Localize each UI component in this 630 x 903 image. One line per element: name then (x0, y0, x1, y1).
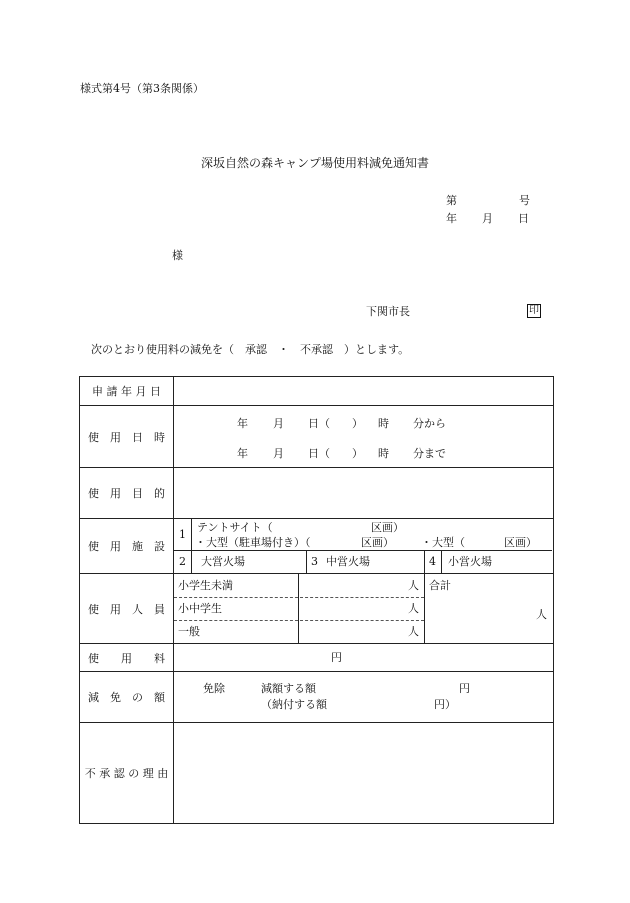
label-purpose: 使 用 目 的 (80, 468, 174, 519)
facility-option-2-number: 2 (179, 555, 186, 568)
date-year: 年 (446, 212, 457, 225)
from-minute: 分から (413, 417, 446, 430)
to-month: 月 (273, 447, 284, 460)
from-hour: 時 (378, 417, 389, 430)
intro-text: 次のとおり使用料の減免を（ 承認 ・ 不承認 ）とします。 (91, 343, 410, 356)
value-usage-datetime[interactable] (174, 406, 554, 468)
payment-amount-unit: 円） (434, 698, 456, 711)
label-fee: 使 用 料 (80, 644, 174, 672)
facility-option-4-number: 4 (429, 555, 436, 568)
tent-site-label[interactable]: テントサイト（ (197, 521, 273, 534)
value-reduction (174, 672, 554, 723)
label-reduction: 減 免 の 額 (80, 672, 174, 723)
to-hour: 時 (378, 447, 389, 460)
large-campfire-site[interactable]: 大営火場 (201, 555, 245, 568)
label-application-date: 申 請 年 月 日 (80, 377, 174, 406)
reduction-form-table (79, 376, 554, 824)
tent-site-unit: 区画） (371, 521, 404, 534)
fee-unit: 円 (331, 651, 342, 664)
value-fee[interactable] (174, 644, 554, 672)
label-reason: 不 承 認 の 理 由 (80, 723, 174, 824)
people-category-students: 小中学生 (178, 602, 222, 615)
row-usage-datetime (80, 406, 554, 468)
reduce-amount-label[interactable]: 減額する額 (261, 682, 316, 695)
label-usage-datetime: 使 用 日 時 (80, 406, 174, 468)
people-total-unit: 人 (536, 608, 547, 621)
medium-campfire-site[interactable]: 中営火場 (326, 555, 370, 568)
to-minute: 分まで (413, 447, 446, 460)
doc-number-suffix: 号 (519, 194, 530, 207)
value-people (174, 574, 554, 644)
people-unit-2: 人 (408, 602, 419, 615)
people-category-general: 一般 (178, 625, 200, 638)
row-reduction (80, 672, 554, 723)
small-campfire-site[interactable]: 小営火場 (448, 555, 492, 568)
from-day: 日（ ） (308, 417, 363, 430)
row-fee (80, 644, 554, 672)
from-month: 月 (273, 417, 284, 430)
doc-number-prefix: 第 (446, 194, 457, 207)
exempt-option[interactable]: 免除 (203, 682, 225, 695)
facility-option-3-number: 3 (311, 555, 318, 568)
value-reason[interactable] (174, 723, 554, 824)
addressee-suffix: 様 (172, 249, 183, 262)
reduce-amount-unit: 円 (459, 682, 470, 695)
label-people: 使 用 人 員 (80, 574, 174, 644)
facility-option-1-number: 1 (179, 528, 186, 541)
from-year: 年 (237, 417, 248, 430)
large-label[interactable]: ・大型（ (421, 536, 465, 549)
issuer: 下関市長 (366, 305, 410, 318)
payment-amount-label: （納付する額 (261, 698, 327, 711)
row-application-date (80, 377, 554, 406)
people-category-under-elementary: 小学生未満 (178, 579, 233, 592)
large-with-parking-label[interactable]: ・大型（駐車場付き）（ (195, 536, 311, 549)
date-day: 日 (518, 212, 529, 225)
row-facility (80, 519, 554, 574)
date-month: 月 (482, 212, 493, 225)
row-people (80, 574, 554, 644)
people-unit-1: 人 (408, 579, 419, 592)
value-facility (174, 519, 554, 574)
value-purpose[interactable] (174, 468, 554, 519)
form-number: 様式第4号（第3条関係） (80, 82, 204, 95)
to-year: 年 (237, 447, 248, 460)
seal-mark: 印 (529, 305, 539, 316)
large-unit: 区画） (504, 536, 537, 549)
row-purpose (80, 468, 554, 519)
label-facility: 使 用 施 設 (80, 519, 174, 574)
value-application-date[interactable] (174, 377, 554, 406)
people-total-label: 合計 (429, 579, 451, 592)
row-reason (80, 723, 554, 824)
document-title: 深坂自然の森キャンプ場使用料減免通知書 (201, 156, 430, 170)
to-day: 日（ ） (308, 447, 363, 460)
people-unit-3: 人 (408, 625, 419, 638)
large-with-parking-unit: 区画） (361, 536, 394, 549)
